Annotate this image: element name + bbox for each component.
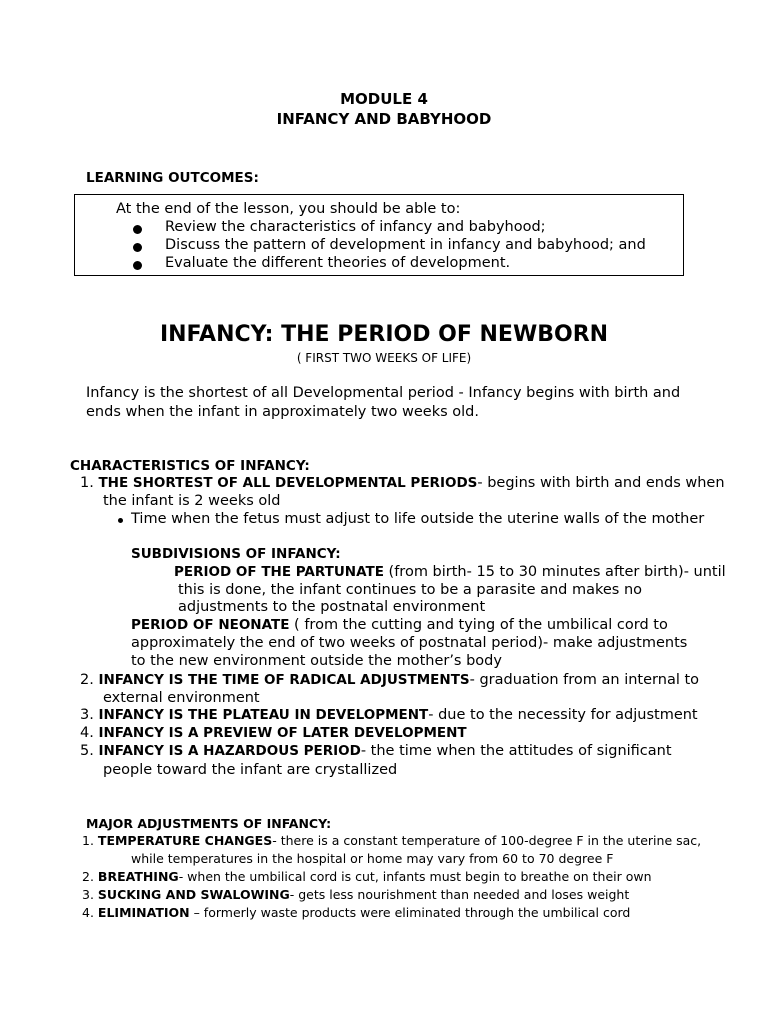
- list-item-bold: BREATHING: [97, 869, 179, 884]
- adjustment-item-2: [82, 869, 652, 884]
- outcome-item: Review the characteristics of infancy and babyhood;: [165, 219, 546, 235]
- intro-paragraph-line: Infancy is the shortest of all Developmental period - Infancy begins with birth and: [86, 385, 681, 401]
- list-item-text: - begins with birth and ends when: [477, 475, 725, 491]
- section-subtitle: ( FIRST TWO WEEKS OF LIFE): [296, 351, 472, 365]
- module-title: INFANCY AND BABYHOOD: [276, 110, 492, 128]
- list-number: 2.: [82, 869, 94, 884]
- list-item-continuation: external environment: [103, 690, 260, 706]
- sub-bullet-text: Time when the fetus must adjust to life outside the uterine walls of the mother: [131, 511, 705, 527]
- list-item-bold: SUCKING AND SWALOWING: [97, 887, 290, 902]
- list-item-3: [80, 707, 698, 723]
- neonate-text: ( from the cutting and tying of the umbilical cord to: [289, 617, 668, 633]
- list-item-text: - when the umbilical cord is cut, infants must begin to breathe on their own: [178, 869, 652, 884]
- outcomes-intro: At the end of the lesson, you should be able to:: [116, 201, 461, 217]
- list-number: 1.: [82, 833, 94, 848]
- list-number: 3.: [82, 887, 94, 902]
- list-item-text: - there is a constant temperature of 100-degree F in the uterine sac,: [272, 833, 702, 848]
- list-item-text: - the time when the attitudes of significant: [360, 743, 672, 759]
- list-item-continuation: while temperatures in the hospital or home may vary from 60 to 70 degree F: [131, 851, 614, 866]
- adjustment-item-3: [82, 887, 629, 902]
- list-item-text: - due to the necessity for adjustment: [428, 707, 698, 723]
- list-item-continuation: people toward the infant are crystallized: [103, 762, 398, 778]
- characteristics-heading: CHARACTERISTICS OF INFANCY:: [70, 458, 310, 474]
- list-number: 4.: [80, 725, 94, 741]
- module-label: MODULE 4: [340, 90, 428, 108]
- list-item-continuation: the infant is 2 weeks old: [103, 493, 281, 509]
- bullet-icon: [133, 225, 142, 234]
- learning-outcomes-box: [74, 194, 684, 276]
- neonate-line: approximately the end of two weeks of postnatal period)- make adjustments: [131, 635, 688, 651]
- list-item-text: - graduation from an internal to: [469, 672, 700, 688]
- list-item-text: - gets less nourishment than needed and loses weight: [289, 887, 630, 902]
- neonate-line: to the new environment outside the mother’s body: [131, 653, 502, 669]
- adjustment-item-1: [82, 833, 701, 848]
- list-item-bold: TEMPERATURE CHANGES: [97, 833, 273, 848]
- outcome-item: Discuss the pattern of development in infancy and babyhood; and: [165, 237, 646, 253]
- outcome-item: Evaluate the different theories of development.: [165, 255, 511, 271]
- partunate-line: adjustments to the postnatal environment: [178, 599, 486, 615]
- learning-outcomes-heading: LEARNING OUTCOMES:: [86, 170, 259, 186]
- list-item-text: – formerly waste products were eliminated through the umbilical cord: [189, 905, 631, 920]
- neonate-line: [131, 617, 668, 633]
- section-title: INFANCY: THE PERIOD OF NEWBORN: [159, 322, 609, 347]
- list-item-2: [80, 672, 699, 688]
- list-item-bold: INFANCY IS THE TIME OF RADICAL ADJUSTMENTS: [98, 672, 470, 688]
- list-item-bold: INFANCY IS THE PLATEAU IN DEVELOPMENT: [98, 707, 429, 723]
- list-item-bold: INFANCY IS A HAZARDOUS PERIOD: [98, 743, 361, 759]
- list-item-4: [80, 725, 467, 741]
- list-item-1: [80, 475, 725, 491]
- neonate-bold: PERIOD OF NEONATE: [131, 617, 290, 633]
- partunate-bold: PERIOD OF THE PARTUNATE: [174, 564, 384, 580]
- list-number: 1.: [80, 475, 94, 491]
- subdivisions-heading: SUBDIVISIONS OF INFANCY:: [131, 546, 341, 562]
- list-number: 5.: [80, 743, 94, 759]
- list-number: 2.: [80, 672, 94, 688]
- adjustments-heading: MAJOR ADJUSTMENTS OF INFANCY:: [86, 816, 332, 831]
- partunate-text: (from birth- 15 to 30 minutes after birth)- until: [383, 564, 726, 580]
- bullet-icon: [133, 261, 142, 270]
- bullet-icon: [118, 518, 123, 523]
- partunate-line: this is done, the infant continues to be a parasite and makes no: [178, 582, 643, 598]
- list-item-bold: INFANCY IS A PREVIEW OF LATER DEVELOPMENT: [98, 725, 467, 741]
- list-number: 4.: [82, 905, 94, 920]
- bullet-icon: [133, 243, 142, 252]
- partunate-line: [174, 564, 726, 580]
- adjustment-item-4: [82, 905, 630, 920]
- intro-paragraph-line: ends when the infant in approximately two weeks old.: [86, 404, 479, 420]
- list-number: 3.: [80, 707, 94, 723]
- list-item-bold: THE SHORTEST OF ALL DEVELOPMENTAL PERIODS: [98, 475, 478, 491]
- list-item-5: [80, 743, 672, 759]
- list-item-bold: ELIMINATION: [97, 905, 190, 920]
